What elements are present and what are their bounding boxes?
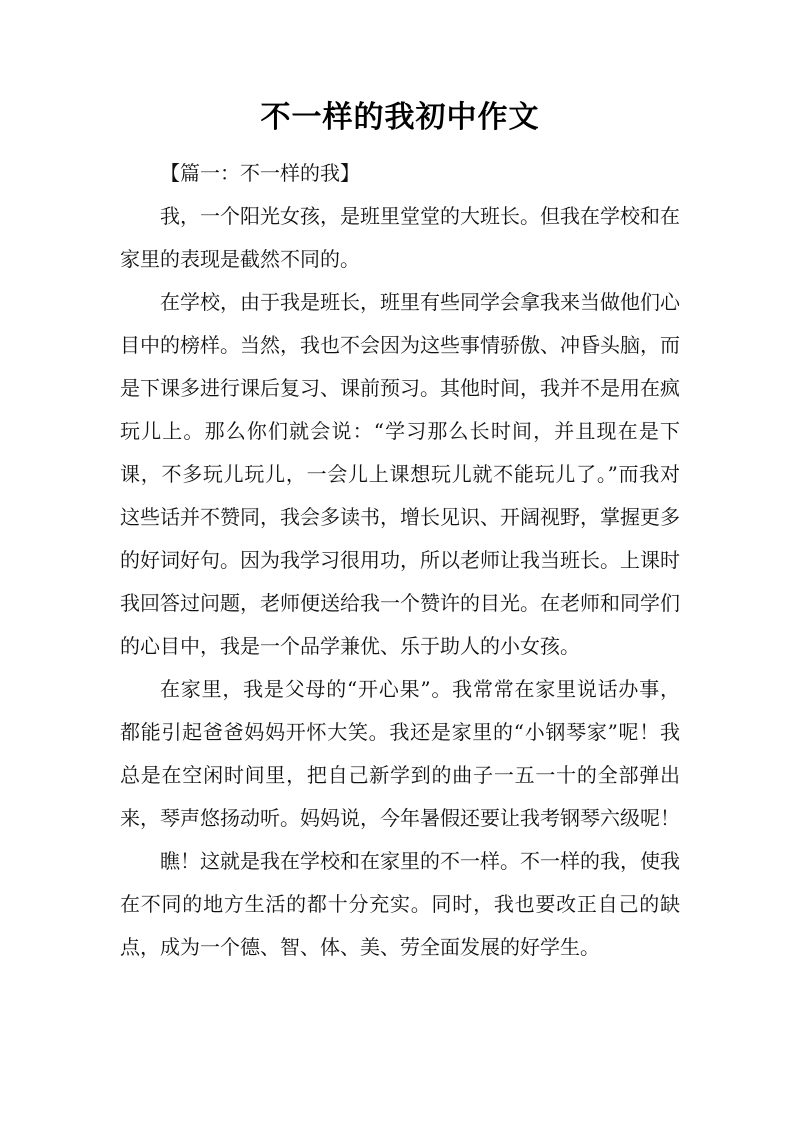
- section-heading: 【篇一：不一样的我】: [160, 161, 360, 185]
- document-body: [120, 152, 680, 969]
- paragraph-4: 瞧！这就是我在学校和在家里的不一样。不一样的我，使我在不同的地方生活的都十分充实。同时，我也要改正自己的缺点，成为一个德、智、体、美、劳全面发展的好学生。: [120, 849, 680, 959]
- paragraph-1: 我，一个阳光女孩，是班里堂堂的大班长。但我在学校和在家里的表现是截然不同的。: [120, 204, 680, 271]
- paragraph-3: 在家里，我是父母的“开心果”。我常常在家里说话办事，都能引起爸爸妈妈开怀大笑。我还是家里的“小钢琴家”呢！我总是在空闲时间里，把自己新学到的曲子一五一十的全部弹出来，琴声悠扬动听。妈妈说，今年暑假还要让我考钢琴六级呢！: [120, 677, 680, 830]
- document-title: 不一样的我初中作文: [260, 100, 540, 135]
- paragraph-2: 在学校，由于我是班长，班里有些同学会拿我来当做他们心目中的榜样。当然，我也不会因为这些事情骄傲、冲昏头脑，而是下课多进行课后复习、课前预习。其他时间，我并不是用在疯玩儿上。那么你们就会说：“学习那么长时间，并且现在是下课，不多玩儿玩儿，一会儿上课想玩儿就不能玩儿了。”而我对这些话并不赞同，我会多读书，增长见识、开阔视野，掌握更多的好词好句。因为我学习很用功，所以老师让我当班长。上课时我回答过问题，老师便送给我一个赞许的目光。在老师和同学们的心目中，我是一个品学兼优、乐于助人的小女孩。: [120, 290, 680, 658]
